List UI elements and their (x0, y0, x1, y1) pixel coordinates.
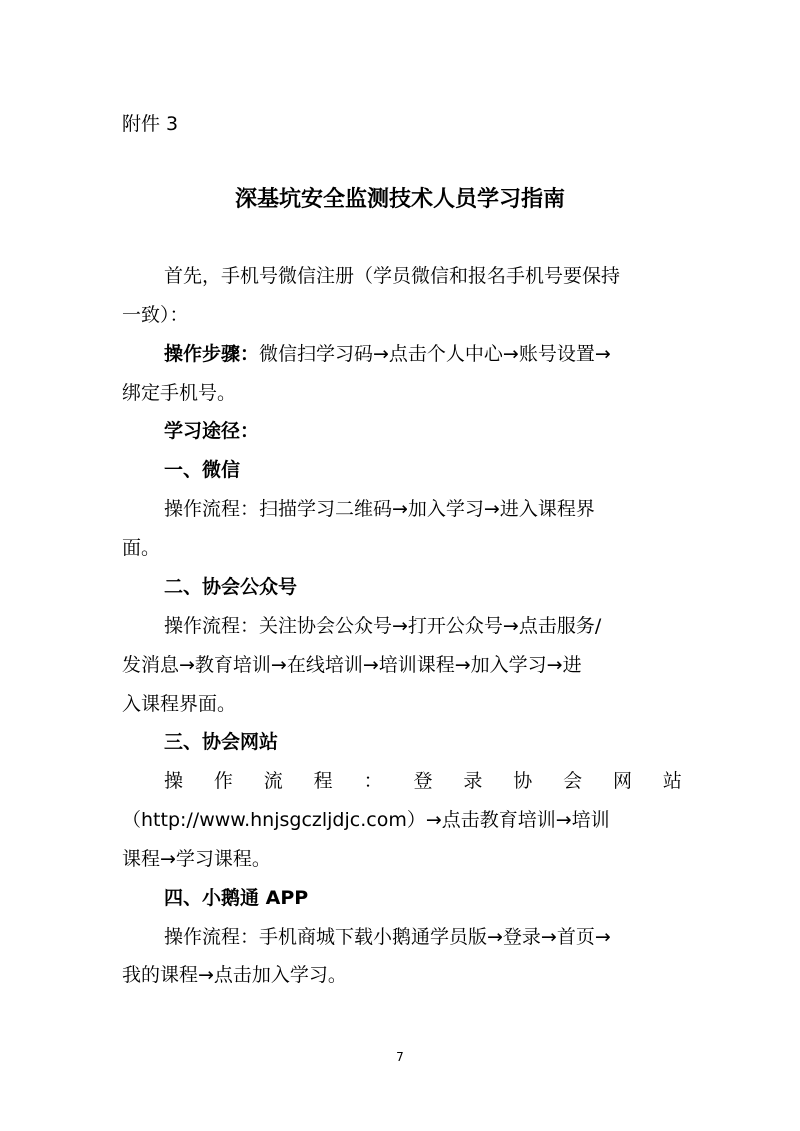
section-website-line-2: （http://www.hnjsgczljdjc.com）→点击教育培训→培训 (122, 809, 610, 831)
routes-heading: 学习途径： (164, 420, 260, 442)
spread-char: 会 (563, 770, 583, 792)
steps-text: 微信扫学习码→点击个人中心→账号设置→ (259, 343, 611, 365)
spread-char: 操 (164, 770, 184, 792)
section-official-account-line-3: 入课程界面。 (122, 693, 237, 715)
section-wechat-heading: 一、微信 (164, 459, 241, 481)
spread-char: ： (363, 770, 383, 792)
page-number: 7 (396, 1050, 404, 1064)
intro-line-1: 首先，手机号微信注册（学员微信和报名手机号要保持 (164, 265, 621, 287)
spread-char: 站 (662, 770, 682, 792)
steps-label: 操作步骤： (164, 343, 260, 365)
section-wechat-line-2: 面。 (122, 537, 161, 559)
section-website-line-3: 课程→学习课程。 (122, 848, 271, 870)
spread-char: 流 (263, 770, 283, 792)
intro-line-2: 一致）： (122, 304, 189, 326)
section-official-account-line-1: 操作流程：关注协会公众号→打开公众号→点击服务/ (164, 615, 602, 637)
section-app-line-1: 操作流程：手机商城下载小鹅通学员版→登录→首页→ (164, 926, 611, 948)
section-app-heading: 四、小鹅通 APP (164, 887, 309, 909)
spread-char: 录 (463, 770, 483, 792)
section-official-account-line-2: 发消息→教育培训→在线培训→培训课程→加入学习→进 (122, 654, 582, 676)
attachment-label: 附件 3 (122, 113, 179, 135)
spread-char: 程 (313, 770, 333, 792)
page-title: 深基坑安全监测技术人员学习指南 (234, 186, 565, 212)
spread-char: 作 (213, 770, 233, 792)
section-website-line-1 (164, 768, 682, 794)
steps-line-2: 绑定手机号。 (122, 382, 237, 404)
spread-char: 网 (613, 770, 633, 792)
section-app-line-2: 我的课程→点击加入学习。 (122, 964, 347, 986)
section-website-heading: 三、协会网站 (164, 731, 279, 753)
spread-char: 协 (513, 770, 533, 792)
spread-char: 登 (413, 770, 433, 792)
steps-line-1 (164, 341, 682, 367)
section-wechat-line-1: 操作流程：扫描学习二维码→加入学习→进入课程界 (164, 498, 595, 520)
section-official-account-heading: 二、协会公众号 (164, 576, 298, 598)
